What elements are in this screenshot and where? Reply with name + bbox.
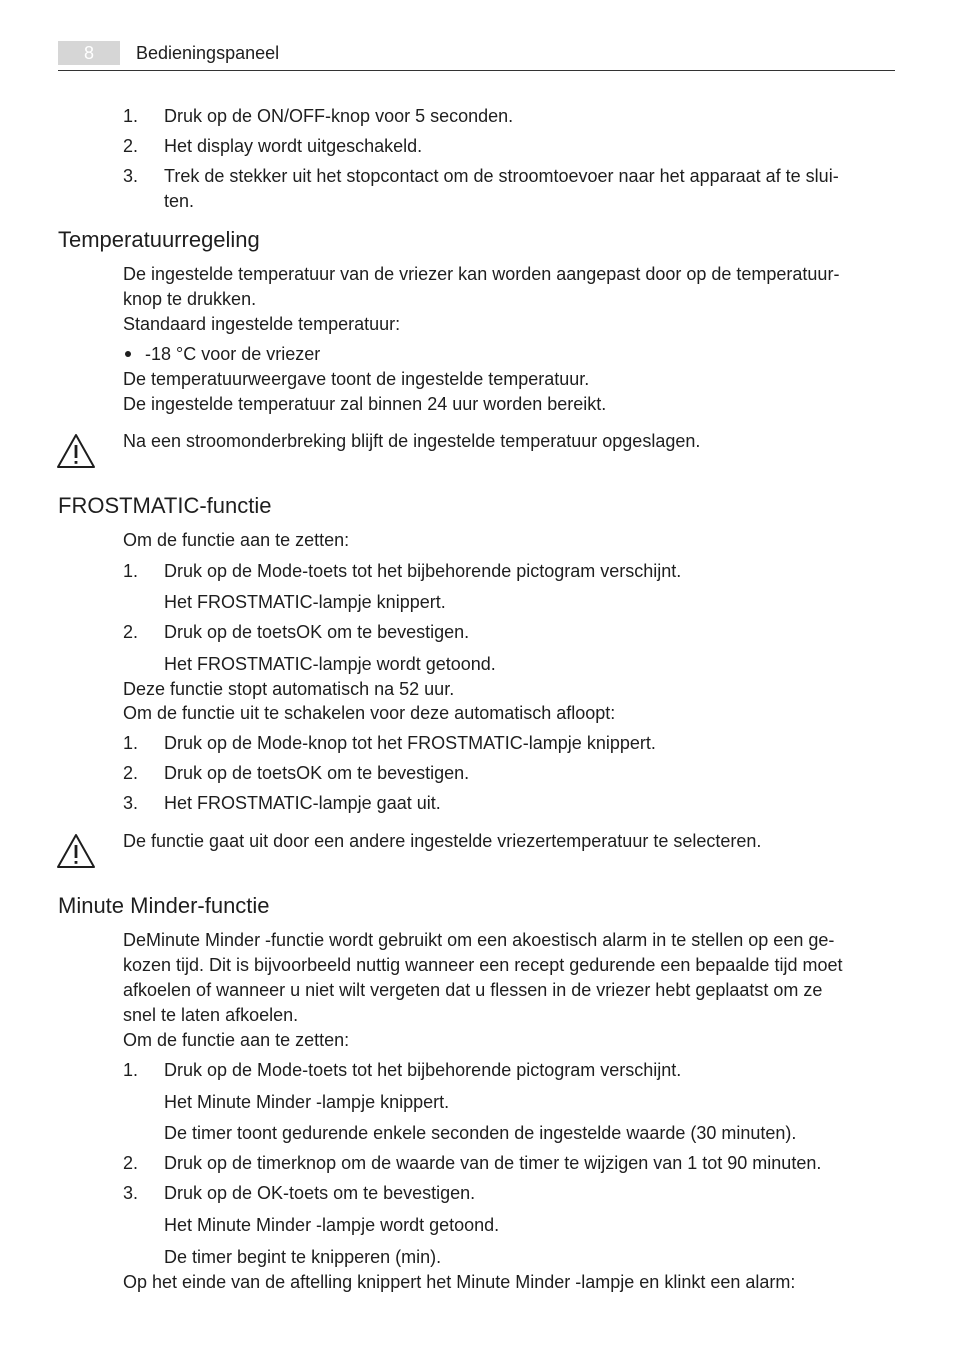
step-number: 2. xyxy=(123,136,139,156)
bullet-dot xyxy=(125,351,131,357)
step-text: Het display wordt uitgeschakeld. xyxy=(164,136,423,156)
step-text: Druk op de toetsOK om te bevestigen. xyxy=(164,763,470,783)
paragraph-line: De ingestelde temperatuur zal binnen 24 uur worden bereikt. xyxy=(123,394,607,414)
heading-frostmatic: FROSTMATIC-functie xyxy=(58,493,272,518)
step-number: 2. xyxy=(123,622,139,642)
paragraph-line: Standaard ingestelde temperatuur: xyxy=(123,314,401,334)
step-text: Druk op de Mode-knop tot het FROSTMATIC-lampje knippert. xyxy=(164,733,656,753)
step-result: Het FROSTMATIC-lampje wordt getoond. xyxy=(164,654,496,674)
step-number: 3. xyxy=(123,1183,139,1203)
paragraph-line: DeMinute Minder -functie wordt gebruikt om een akoestisch alarm in te stellen op een ge- xyxy=(123,930,835,950)
step-number: 3. xyxy=(123,793,139,813)
heading-minute-minder: Minute Minder-functie xyxy=(58,893,270,918)
paragraph-line: De ingestelde temperatuur van de vriezer kan worden aangepast door op de temperatuur- xyxy=(123,264,840,284)
paragraph-line: afkoelen of wanneer u niet wilt vergeten dat u flessen in de vriezer hebt geplaatst om ze xyxy=(123,980,823,1000)
step-number: 2. xyxy=(123,763,139,783)
step-text: Het FROSTMATIC-lampje gaat uit. xyxy=(164,793,441,813)
step-text: Druk op de ON/OFF-knop voor 5 seconden. xyxy=(164,106,514,126)
paragraph-line: knop te drukken. xyxy=(123,289,257,309)
step-result: Het Minute Minder -lampje knippert. xyxy=(164,1092,450,1112)
step-text: Druk op de timerknop om de waarde van de timer te wijzigen van 1 tot 90 minuten. xyxy=(164,1153,822,1173)
heading-temperature: Temperatuurregeling xyxy=(58,227,260,252)
bullet-text: -18 °C voor de vriezer xyxy=(145,344,321,364)
section-name: Bedieningspaneel xyxy=(136,43,280,63)
step-number: 1. xyxy=(123,561,139,581)
step-result: Het FROSTMATIC-lampje knippert. xyxy=(164,592,446,612)
paragraph-line: kozen tijd. Dit is bijvoorbeeld nuttig wanneer een recept gedurende een bepaalde tijd moet xyxy=(123,955,843,975)
step-text: Druk op de toetsOK om te bevestigen. xyxy=(164,622,470,642)
step-text-cont: ten. xyxy=(164,191,195,211)
paragraph-line: De temperatuurweergave toont de ingestelde temperatuur. xyxy=(123,369,590,389)
step-number: 1. xyxy=(123,733,139,753)
step-result: Het Minute Minder -lampje wordt getoond. xyxy=(164,1215,500,1235)
paragraph-line: Om de functie aan te zetten: xyxy=(123,530,350,550)
paragraph-line: Om de functie uit te schakelen voor deze automatisch afloopt: xyxy=(123,703,616,723)
step-number: 2. xyxy=(123,1153,139,1173)
step-number: 3. xyxy=(123,166,139,186)
warning-text: Na een stroomonderbreking blijft de ingestelde temperatuur opgeslagen. xyxy=(123,431,701,451)
page-header xyxy=(58,40,895,71)
step-text: Druk op de Mode-toets tot het bijbehorende pictogram verschijnt. xyxy=(164,1060,682,1080)
step-number: 1. xyxy=(123,106,139,126)
step-text: Trek de stekker uit het stopcontact om de stroomtoevoer naar het apparaat af te slui- xyxy=(164,166,839,186)
paragraph-line: Op het einde van de aftelling knippert het Minute Minder -lampje en klinkt een alarm: xyxy=(123,1272,796,1292)
step-text: Druk op de Mode-toets tot het bijbehorende pictogram verschijnt. xyxy=(164,561,682,581)
paragraph-line: snel te laten afkoelen. xyxy=(123,1005,299,1025)
step-text: Druk op de OK-toets om te bevestigen. xyxy=(164,1183,476,1203)
warning-icon xyxy=(56,433,96,469)
page-number: 8 xyxy=(58,41,120,65)
warning-icon xyxy=(56,833,96,869)
step-result: De timer toont gedurende enkele seconden de ingestelde waarde (30 minuten). xyxy=(164,1123,797,1143)
warning-text: De functie gaat uit door een andere ingestelde vriezertemperatuur te selecteren. xyxy=(123,831,762,851)
paragraph-line: Deze functie stopt automatisch na 52 uur. xyxy=(123,679,455,699)
step-result: De timer begint te knipperen (min). xyxy=(164,1247,442,1267)
step-number: 1. xyxy=(123,1060,139,1080)
paragraph-line: Om de functie aan te zetten: xyxy=(123,1030,350,1050)
